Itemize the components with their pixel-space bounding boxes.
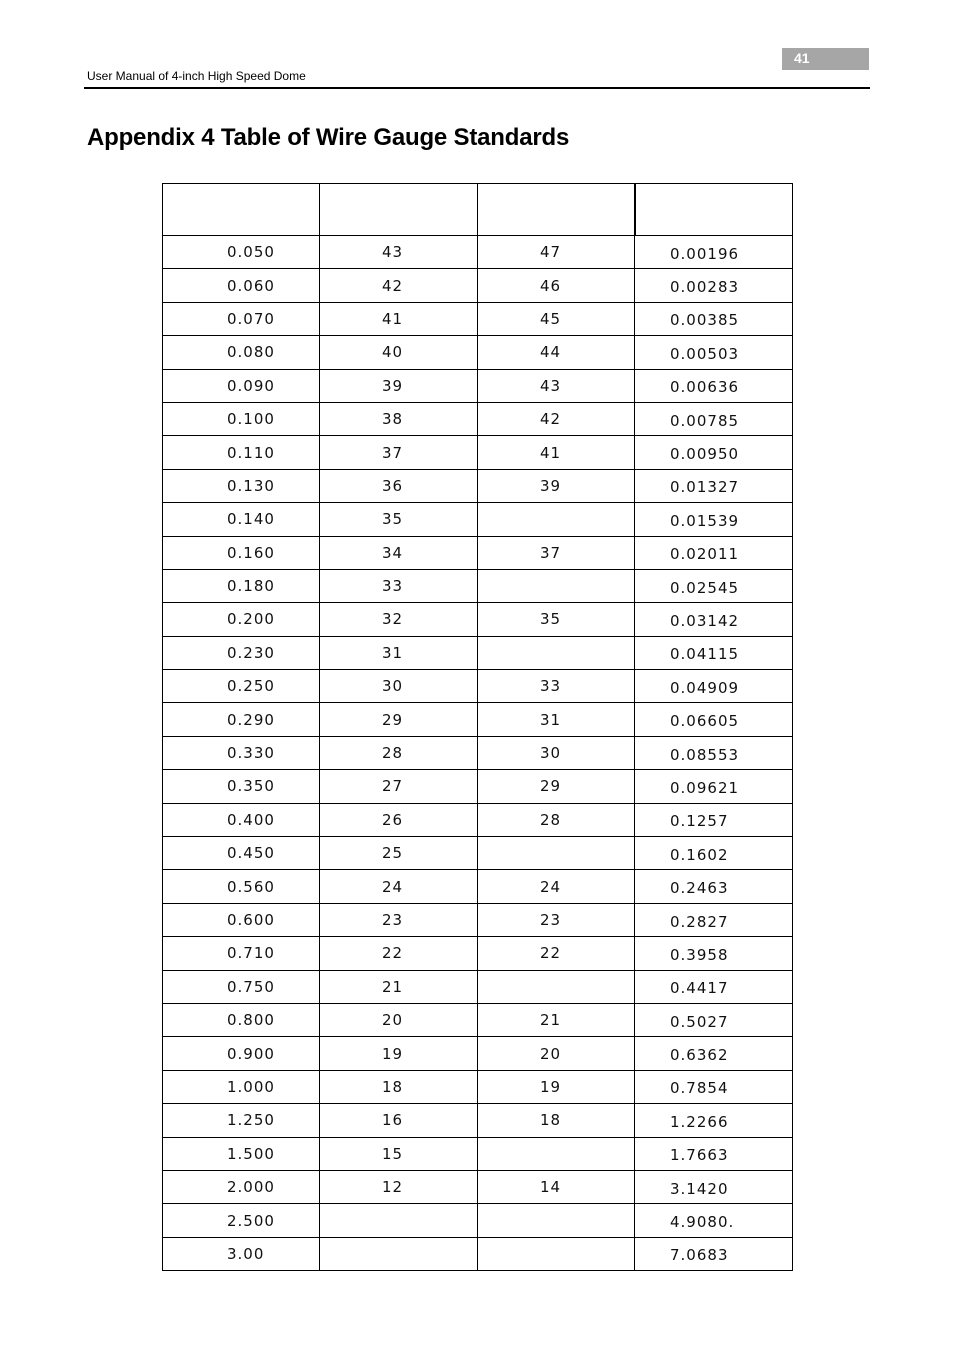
- awg-cell: 23: [478, 903, 635, 936]
- swg-cell: 35: [320, 503, 478, 536]
- diameter-cell: 0.140: [163, 503, 320, 536]
- table-row: [163, 636, 793, 669]
- swg-cell: [320, 1237, 478, 1270]
- swg-cell: 41: [320, 302, 478, 335]
- area-cell: 0.08553: [635, 736, 793, 769]
- swg-cell: 22: [320, 937, 478, 970]
- table-header-cell: [635, 184, 793, 236]
- swg-cell: 40: [320, 336, 478, 369]
- table-row: [163, 736, 793, 769]
- table-row: [163, 1170, 793, 1203]
- table-row: [163, 1037, 793, 1070]
- wire-gauge-table-body: [163, 184, 793, 1271]
- table-row: [163, 302, 793, 335]
- diameter-cell: 2.000: [163, 1170, 320, 1203]
- swg-cell: 34: [320, 536, 478, 569]
- swg-cell: 39: [320, 369, 478, 402]
- table-row: [163, 503, 793, 536]
- awg-cell: [478, 1137, 635, 1170]
- area-cell: 0.00636: [635, 369, 793, 402]
- swg-cell: 21: [320, 970, 478, 1003]
- diameter-cell: 0.290: [163, 703, 320, 736]
- diameter-cell: 0.080: [163, 336, 320, 369]
- diameter-cell: 0.350: [163, 770, 320, 803]
- area-cell: 3.1420: [635, 1170, 793, 1203]
- diameter-cell: 0.090: [163, 369, 320, 402]
- diameter-cell: 0.800: [163, 1003, 320, 1036]
- awg-cell: 30: [478, 736, 635, 769]
- diameter-cell: 0.330: [163, 736, 320, 769]
- swg-cell: 29: [320, 703, 478, 736]
- awg-cell: 37: [478, 536, 635, 569]
- awg-cell: 35: [478, 603, 635, 636]
- table-row: [163, 402, 793, 435]
- diameter-cell: 1.250: [163, 1104, 320, 1137]
- diameter-cell: 0.230: [163, 636, 320, 669]
- table-row: [163, 903, 793, 936]
- swg-cell: 27: [320, 770, 478, 803]
- swg-cell: 12: [320, 1170, 478, 1203]
- diameter-cell: 0.250: [163, 670, 320, 703]
- awg-cell: [478, 1237, 635, 1270]
- area-cell: 0.5027: [635, 1003, 793, 1036]
- area-cell: 0.7854: [635, 1070, 793, 1103]
- awg-cell: 29: [478, 770, 635, 803]
- table-row: [163, 770, 793, 803]
- table-row: [163, 1204, 793, 1237]
- table-row: [163, 603, 793, 636]
- diameter-cell: 0.750: [163, 970, 320, 1003]
- table-row: [163, 1237, 793, 1270]
- table-row: [163, 1003, 793, 1036]
- diameter-cell: 0.450: [163, 837, 320, 870]
- diameter-cell: 0.100: [163, 402, 320, 435]
- swg-cell: 33: [320, 569, 478, 602]
- area-cell: 0.3958: [635, 937, 793, 970]
- area-cell: 0.04115: [635, 636, 793, 669]
- running-header: User Manual of 4-inch High Speed Dome: [87, 69, 306, 83]
- swg-cell: 26: [320, 803, 478, 836]
- awg-cell: 41: [478, 436, 635, 469]
- table-row: [163, 803, 793, 836]
- table-row: [163, 569, 793, 602]
- table-row: [163, 469, 793, 502]
- swg-cell: 42: [320, 269, 478, 302]
- awg-cell: 45: [478, 302, 635, 335]
- table-row: [163, 703, 793, 736]
- awg-cell: 43: [478, 369, 635, 402]
- awg-cell: 22: [478, 937, 635, 970]
- awg-cell: 33: [478, 670, 635, 703]
- swg-cell: 37: [320, 436, 478, 469]
- diameter-cell: 2.500: [163, 1204, 320, 1237]
- area-cell: 0.00785: [635, 402, 793, 435]
- awg-cell: 39: [478, 469, 635, 502]
- diameter-cell: 0.160: [163, 536, 320, 569]
- awg-cell: 42: [478, 402, 635, 435]
- diameter-cell: 0.200: [163, 603, 320, 636]
- diameter-cell: 0.900: [163, 1037, 320, 1070]
- diameter-cell: 0.710: [163, 937, 320, 970]
- table-header-cell: [320, 184, 478, 236]
- table-header-cell: [163, 184, 320, 236]
- awg-cell: [478, 503, 635, 536]
- awg-cell: 18: [478, 1104, 635, 1137]
- swg-cell: 28: [320, 736, 478, 769]
- swg-cell: 36: [320, 469, 478, 502]
- area-cell: 4.9080.: [635, 1204, 793, 1237]
- area-cell: 1.2266: [635, 1104, 793, 1137]
- diameter-cell: 0.060: [163, 269, 320, 302]
- table-row: [163, 1137, 793, 1170]
- table-row: [163, 369, 793, 402]
- table-row: [163, 1070, 793, 1103]
- table-row: [163, 269, 793, 302]
- awg-cell: [478, 569, 635, 602]
- diameter-cell: 0.560: [163, 870, 320, 903]
- table-row: [163, 336, 793, 369]
- area-cell: 0.2827: [635, 903, 793, 936]
- awg-cell: [478, 970, 635, 1003]
- area-cell: 0.6362: [635, 1037, 793, 1070]
- page-number-box: [782, 48, 869, 70]
- page-title: Appendix 4 Table of Wire Gauge Standards: [87, 124, 570, 151]
- area-cell: 0.1257: [635, 803, 793, 836]
- awg-cell: 24: [478, 870, 635, 903]
- area-cell: 0.2463: [635, 870, 793, 903]
- diameter-cell: 0.400: [163, 803, 320, 836]
- table-row: [163, 236, 793, 269]
- area-cell: 0.06605: [635, 703, 793, 736]
- diameter-cell: 0.600: [163, 903, 320, 936]
- area-cell: 0.02545: [635, 569, 793, 602]
- area-cell: 0.01327: [635, 469, 793, 502]
- swg-cell: 43: [320, 236, 478, 269]
- table-row: [163, 937, 793, 970]
- area-cell: 0.00950: [635, 436, 793, 469]
- diameter-cell: 0.050: [163, 236, 320, 269]
- awg-cell: 47: [478, 236, 635, 269]
- awg-cell: 21: [478, 1003, 635, 1036]
- awg-cell: 28: [478, 803, 635, 836]
- table-row: [163, 837, 793, 870]
- diameter-cell: 3.00: [163, 1237, 320, 1270]
- table-row: [163, 436, 793, 469]
- area-cell: 0.09621: [635, 770, 793, 803]
- diameter-cell: 0.130: [163, 469, 320, 502]
- table-row: [163, 670, 793, 703]
- area-cell: 7.0683: [635, 1237, 793, 1270]
- table-header-row: [163, 184, 793, 236]
- swg-cell: 30: [320, 670, 478, 703]
- swg-cell: 23: [320, 903, 478, 936]
- wire-gauge-table: [162, 183, 793, 1271]
- awg-cell: 31: [478, 703, 635, 736]
- swg-cell: 18: [320, 1070, 478, 1103]
- table-row: [163, 1104, 793, 1137]
- swg-cell: 32: [320, 603, 478, 636]
- area-cell: 0.03142: [635, 603, 793, 636]
- area-cell: 1.7663: [635, 1137, 793, 1170]
- awg-cell: 19: [478, 1070, 635, 1103]
- diameter-cell: 0.110: [163, 436, 320, 469]
- awg-cell: [478, 837, 635, 870]
- area-cell: 0.1602: [635, 837, 793, 870]
- swg-cell: [320, 1204, 478, 1237]
- awg-cell: 44: [478, 336, 635, 369]
- table-row: [163, 970, 793, 1003]
- header-rule: [84, 87, 870, 89]
- area-cell: 0.04909: [635, 670, 793, 703]
- area-cell: 0.00283: [635, 269, 793, 302]
- diameter-cell: 1.000: [163, 1070, 320, 1103]
- swg-cell: 16: [320, 1104, 478, 1137]
- area-cell: 0.00503: [635, 336, 793, 369]
- table-row: [163, 536, 793, 569]
- diameter-cell: 0.180: [163, 569, 320, 602]
- swg-cell: 31: [320, 636, 478, 669]
- swg-cell: 25: [320, 837, 478, 870]
- awg-cell: 14: [478, 1170, 635, 1203]
- awg-cell: 46: [478, 269, 635, 302]
- swg-cell: 20: [320, 1003, 478, 1036]
- swg-cell: 38: [320, 402, 478, 435]
- swg-cell: 15: [320, 1137, 478, 1170]
- awg-cell: [478, 1204, 635, 1237]
- table-header-cell: [478, 184, 635, 236]
- page-number: 41: [794, 50, 810, 66]
- area-cell: 0.01539: [635, 503, 793, 536]
- area-cell: 0.02011: [635, 536, 793, 569]
- area-cell: 0.4417: [635, 970, 793, 1003]
- awg-cell: [478, 636, 635, 669]
- swg-cell: 19: [320, 1037, 478, 1070]
- table-row: [163, 870, 793, 903]
- area-cell: 0.00385: [635, 302, 793, 335]
- area-cell: 0.00196: [635, 236, 793, 269]
- awg-cell: 20: [478, 1037, 635, 1070]
- diameter-cell: 0.070: [163, 302, 320, 335]
- swg-cell: 24: [320, 870, 478, 903]
- diameter-cell: 1.500: [163, 1137, 320, 1170]
